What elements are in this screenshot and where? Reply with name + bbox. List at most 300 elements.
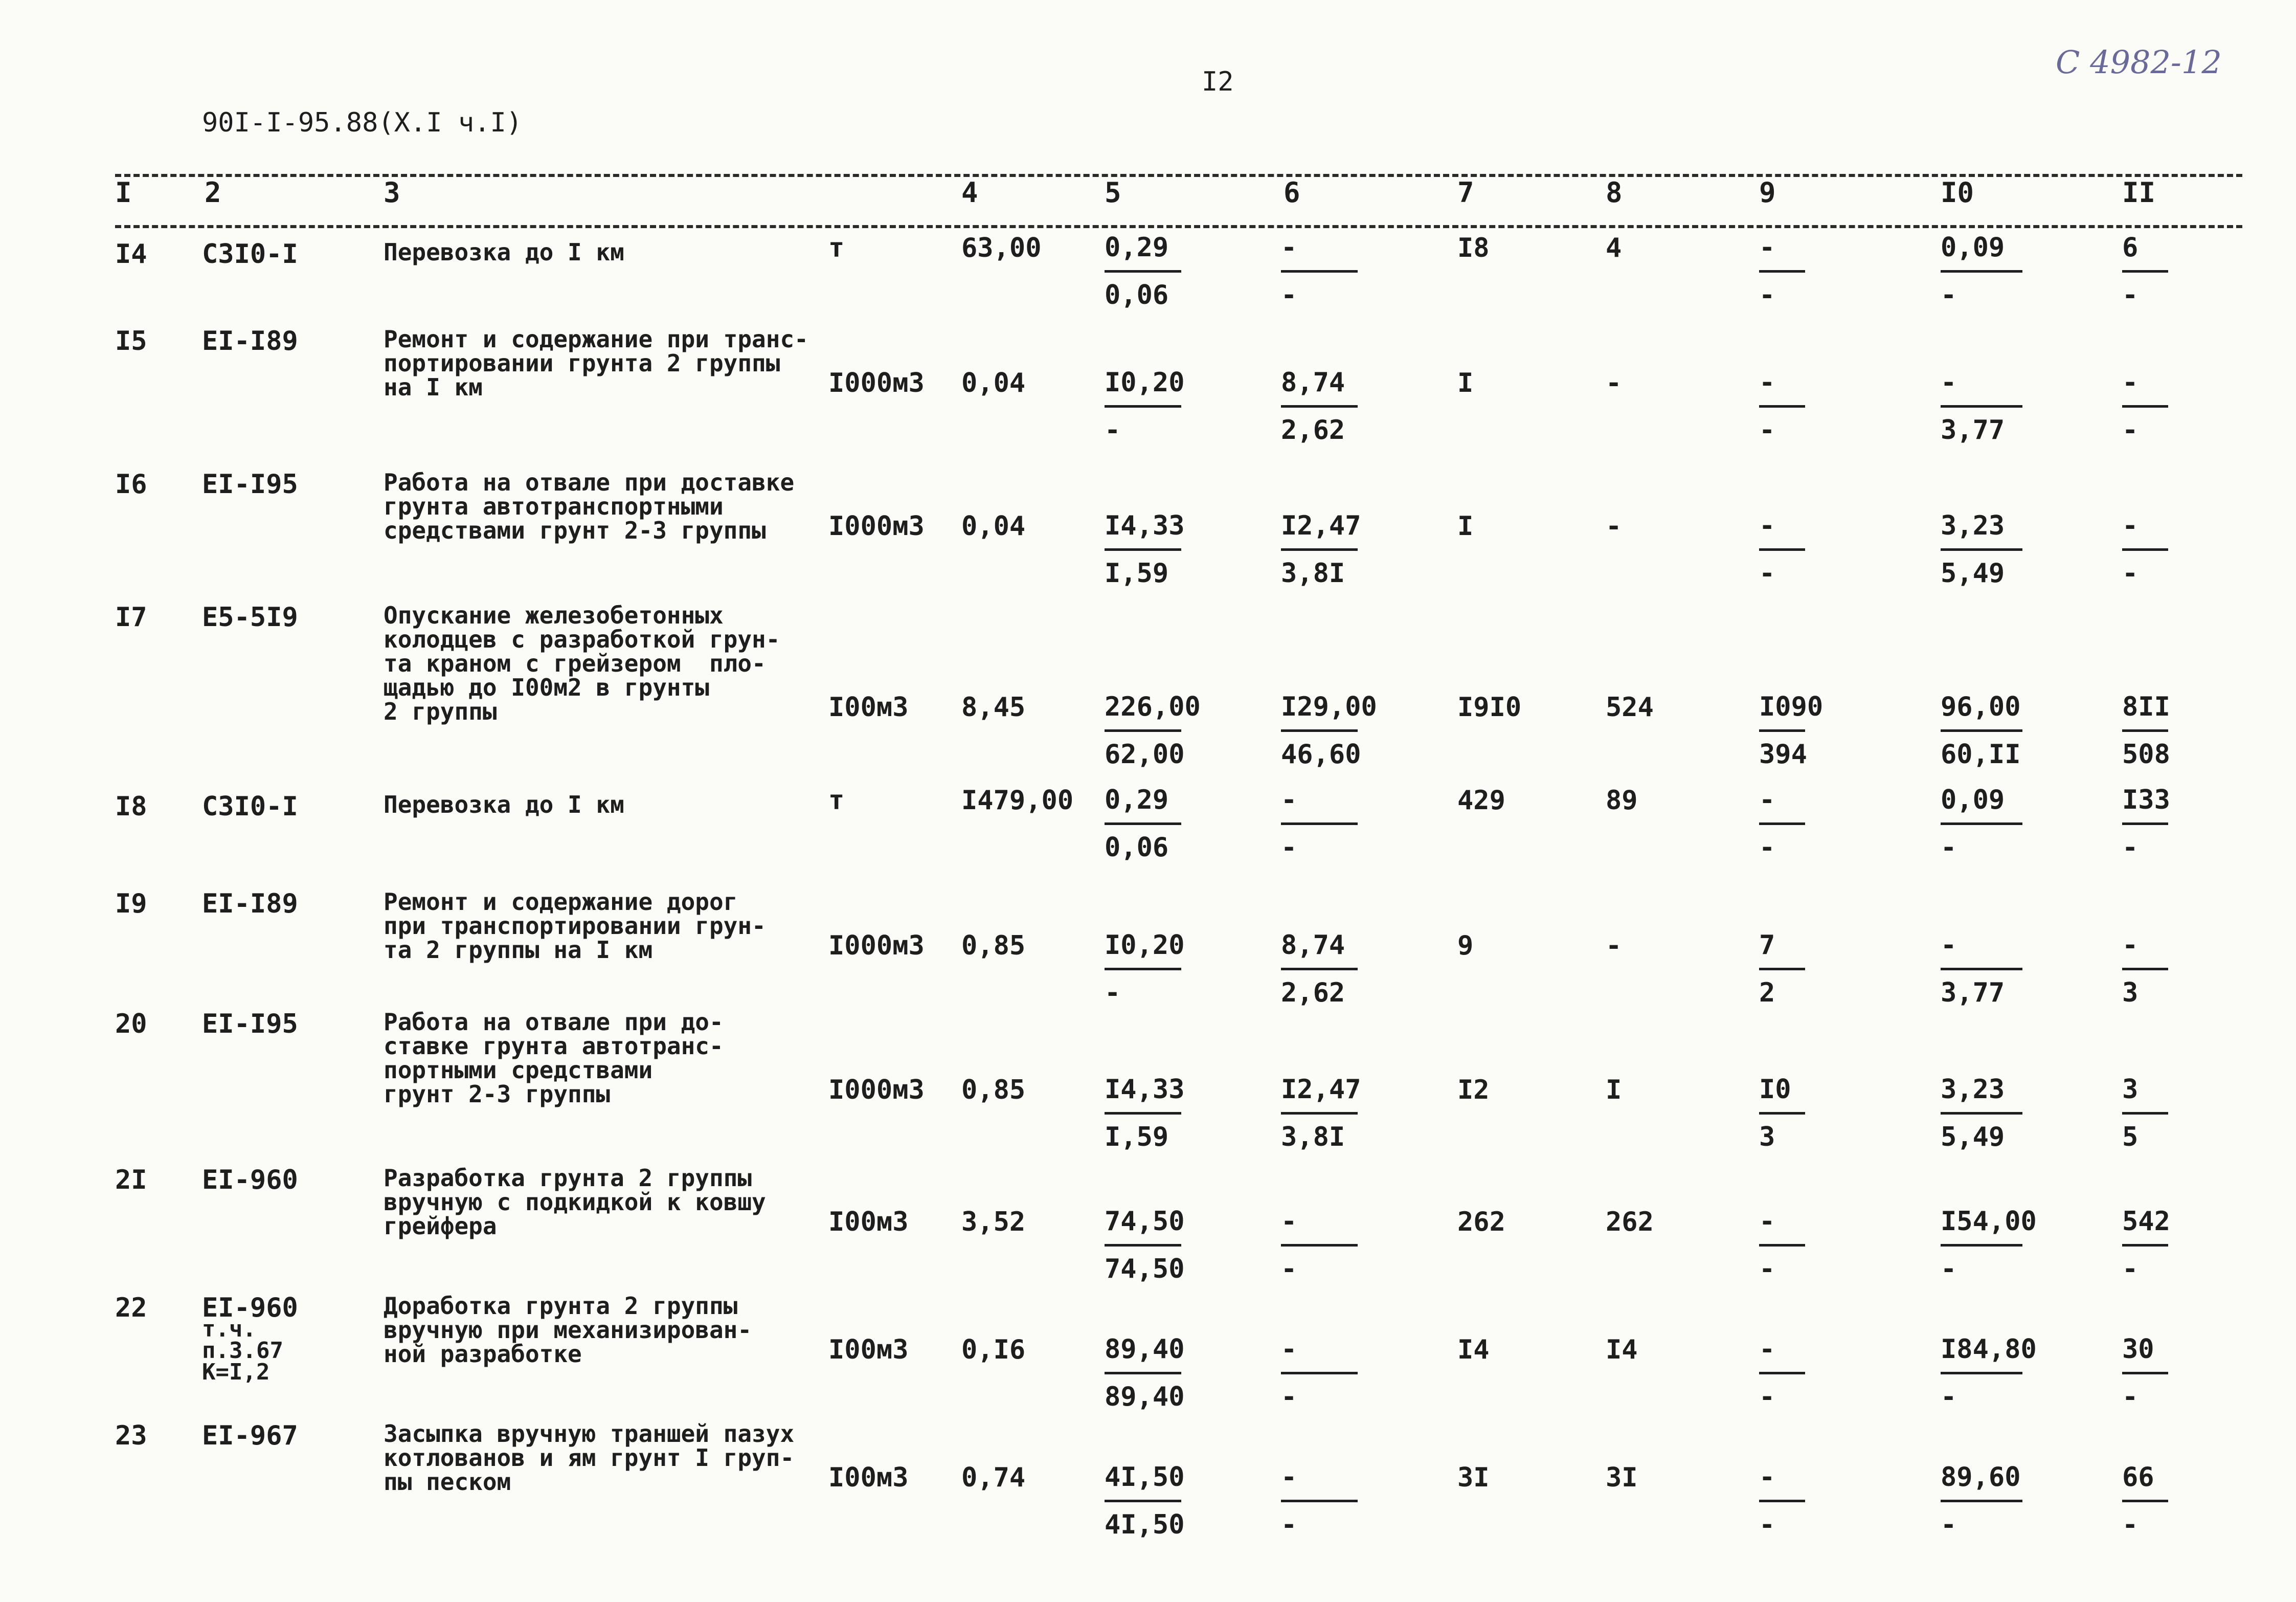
fraction-bar (1941, 822, 2022, 825)
fraction-numerator: 6 (2122, 232, 2139, 263)
value-col-8: 89 (1606, 785, 1638, 816)
fraction-bar (1941, 405, 2022, 408)
fraction-denominator: - (2122, 280, 2139, 310)
fraction-cell-c11 (2122, 505, 2240, 594)
column-header: 9 (1759, 176, 1776, 209)
fraction-numerator: 226,00 (1105, 692, 1201, 722)
fraction-bar (2122, 270, 2168, 273)
fraction-bar (1281, 1112, 1358, 1115)
fraction-denominator: 5 (2122, 1122, 2139, 1152)
work-description-line: портными средствами (384, 1056, 653, 1084)
value-col-7: I4 (1457, 1334, 1490, 1365)
value-col-8: I4 (1606, 1334, 1638, 1365)
fraction-cell-c6 (1281, 505, 1399, 594)
fraction-bar (1759, 968, 1805, 970)
fraction-numerator: - (1281, 1334, 1297, 1365)
fraction-denominator: - (1941, 1382, 1957, 1412)
fraction-denominator: - (1759, 832, 1775, 863)
fraction-cell-c5 (1105, 1201, 1222, 1289)
fraction-denominator: 60,II (1941, 739, 2021, 770)
fraction-cell-c9 (1759, 686, 1877, 775)
fraction-bar (1941, 1244, 2022, 1247)
fraction-numerator: 7 (1759, 930, 1775, 961)
fraction-cell-c9 (1759, 1201, 1877, 1289)
work-description-line: котлованов и ям грунт I груп- (384, 1444, 795, 1472)
quantity: 3,52 (961, 1207, 1026, 1237)
fraction-bar (1105, 1112, 1181, 1115)
fraction-cell-c5 (1105, 362, 1222, 451)
norm-code: С3I0-I (202, 791, 298, 822)
fraction-cell-c5 (1105, 1329, 1222, 1417)
fraction-denominator: 3 (1759, 1122, 1775, 1152)
fraction-bar (2122, 405, 2168, 408)
fraction-cell-c11 (2122, 362, 2240, 451)
fraction-bar (2122, 968, 2168, 970)
fraction-bar (2122, 1372, 2168, 1374)
column-header: 7 (1457, 176, 1474, 209)
fraction-numerator: I54,00 (1941, 1206, 2037, 1237)
fraction-cell-c9 (1759, 362, 1877, 451)
fraction-denominator: - (2122, 1509, 2139, 1540)
work-description-line: Ремонт и содержание при транс- (384, 325, 808, 353)
fraction-cell-c10 (1941, 362, 2058, 451)
fraction-numerator: 4I,50 (1105, 1462, 1185, 1493)
fraction-numerator: I2,47 (1281, 1074, 1361, 1105)
fraction-cell-c6 (1281, 1457, 1399, 1545)
fraction-denominator: - (2122, 415, 2139, 446)
work-description-line: портировании грунта 2 группы (384, 349, 780, 377)
quantity: 8,45 (961, 692, 1026, 723)
work-description-line: ставке грунта автотранс- (384, 1032, 724, 1060)
fraction-numerator: 0,29 (1105, 232, 1169, 263)
fraction-numerator: - (2122, 367, 2139, 398)
column-header: 8 (1606, 176, 1623, 209)
fraction-numerator: 3,23 (1941, 510, 2005, 541)
norm-code: п.3.67 (202, 1338, 283, 1364)
row-number: I8 (115, 791, 147, 822)
fraction-numerator: I29,00 (1281, 692, 1377, 722)
fraction-denominator: I,59 (1105, 1122, 1169, 1152)
fraction-numerator: - (1759, 1206, 1775, 1237)
fraction-bar (1105, 822, 1181, 825)
fraction-numerator: - (1281, 232, 1297, 263)
row-number: I7 (115, 602, 147, 633)
row-number: I4 (115, 239, 147, 270)
fraction-bar (1105, 548, 1181, 551)
norm-code: Е5-5I9 (202, 602, 298, 633)
fraction-denominator: 3,77 (1941, 415, 2005, 446)
value-col-7: I8 (1457, 233, 1490, 263)
fraction-numerator: - (2122, 930, 2139, 961)
fraction-bar (1941, 729, 2022, 732)
fraction-cell-c6 (1281, 227, 1399, 316)
document-code: 90I-I-95.88(X.I ч.I) (202, 107, 523, 138)
fraction-bar (1941, 548, 2022, 551)
fraction-numerator: 8II (2122, 692, 2170, 722)
fraction-bar (1281, 1244, 1358, 1247)
row-number: 22 (115, 1293, 147, 1323)
fraction-cell-c10 (1941, 686, 2058, 775)
fraction-numerator: I4,33 (1105, 510, 1185, 541)
value-col-8: I (1606, 1075, 1622, 1105)
fraction-denominator: - (1281, 280, 1297, 310)
fraction-bar (1941, 1372, 2022, 1374)
row-number: I5 (115, 326, 147, 357)
value-col-8: 3I (1606, 1462, 1638, 1493)
fraction-bar (1105, 1372, 1181, 1374)
unit: I00м3 (828, 1462, 909, 1493)
fraction-cell-c9 (1759, 925, 1877, 1013)
norm-code: ЕI-960 (202, 1165, 298, 1195)
column-header: II (2122, 176, 2156, 209)
fraction-denominator: - (2122, 1382, 2139, 1412)
fraction-cell-c10 (1941, 505, 2058, 594)
row-number: 23 (115, 1420, 147, 1451)
header-top-rule (115, 174, 2242, 177)
work-description-line: вручную с подкидкой к ковшу (384, 1188, 766, 1216)
fraction-bar (1281, 1372, 1358, 1374)
unit: I00м3 (828, 692, 909, 723)
norm-code: С3I0-I (202, 239, 298, 270)
column-header: 5 (1105, 176, 1121, 209)
quantity: 0,74 (961, 1462, 1026, 1493)
fraction-numerator: - (1941, 930, 1957, 961)
column-header: 3 (384, 176, 400, 209)
fraction-cell-c6 (1281, 1201, 1399, 1289)
page-number: I2 (1202, 66, 1234, 97)
fraction-cell-c6 (1281, 1069, 1399, 1158)
fraction-numerator: I4,33 (1105, 1074, 1185, 1105)
fraction-denominator: - (1941, 1254, 1957, 1284)
fraction-cell-c11 (2122, 925, 2240, 1013)
work-description-line: 2 группы (384, 698, 497, 725)
norm-code: ЕI-960 (202, 1293, 298, 1323)
fraction-bar (1759, 729, 1805, 732)
value-col-7: 262 (1457, 1207, 1505, 1237)
fraction-denominator: 3 (2122, 977, 2139, 1008)
fraction-denominator: - (1105, 977, 1121, 1008)
fraction-denominator: - (1281, 1382, 1297, 1412)
fraction-numerator: 89,40 (1105, 1334, 1185, 1365)
fraction-cell-c11 (2122, 1457, 2240, 1545)
fraction-numerator: 542 (2122, 1206, 2170, 1237)
unit: I000м3 (828, 368, 925, 398)
fraction-cell-c9 (1759, 227, 1877, 316)
fraction-bar (1941, 1500, 2022, 1502)
fraction-cell-c6 (1281, 925, 1399, 1013)
work-description-line: Работа на отвале при до- (384, 1008, 724, 1036)
value-col-8: 524 (1606, 692, 1654, 723)
fraction-denominator: 0,06 (1105, 832, 1169, 863)
fraction-cell-c5 (1105, 1069, 1222, 1158)
work-description-line: Засыпка вручную траншей пазух (384, 1420, 795, 1448)
fraction-numerator: I0 (1759, 1074, 1791, 1105)
work-description-line: Доработка грунта 2 группы (384, 1292, 738, 1320)
fraction-denominator: - (1759, 415, 1775, 446)
value-col-7: I (1457, 368, 1474, 398)
fraction-bar (1759, 1244, 1805, 1247)
fraction-cell-c6 (1281, 686, 1399, 775)
fraction-denominator: 2,62 (1281, 415, 1345, 446)
unit: т (828, 233, 845, 263)
fraction-denominator: 5,49 (1941, 1122, 2005, 1152)
fraction-numerator: 8,74 (1281, 367, 1345, 398)
fraction-numerator: - (2122, 510, 2139, 541)
work-description-line: Работа на отвале при доставке (384, 469, 795, 496)
fraction-bar (1105, 1500, 1181, 1502)
unit: I00м3 (828, 1207, 909, 1237)
fraction-cell-c10 (1941, 780, 2058, 868)
value-col-7: I9I0 (1457, 692, 1522, 723)
fraction-numerator: - (1281, 1462, 1297, 1493)
fraction-bar (2122, 1112, 2168, 1115)
fraction-bar (1759, 405, 1805, 408)
unit: I00м3 (828, 1334, 909, 1365)
fraction-denominator: - (1759, 1382, 1775, 1412)
fraction-cell-c9 (1759, 505, 1877, 594)
fraction-numerator: - (1941, 367, 1957, 398)
fraction-cell-c11 (2122, 1201, 2240, 1289)
fraction-numerator: 0,29 (1105, 785, 1169, 815)
fraction-denominator: - (1105, 415, 1121, 446)
fraction-cell-c11 (2122, 780, 2240, 868)
column-header: 6 (1284, 176, 1300, 209)
work-description-line: на I км (384, 373, 483, 401)
fraction-cell-c5 (1105, 780, 1222, 868)
work-description-line: Ремонт и содержание дорог (384, 888, 738, 916)
fraction-cell-c6 (1281, 362, 1399, 451)
fraction-denominator: 2,62 (1281, 977, 1345, 1008)
fraction-bar (1281, 405, 1358, 408)
fraction-cell-c10 (1941, 925, 2058, 1013)
fraction-cell-c6 (1281, 780, 1399, 868)
fraction-denominator: - (2122, 1254, 2139, 1284)
fraction-numerator: 0,09 (1941, 785, 2005, 815)
fraction-cell-c10 (1941, 1329, 2058, 1417)
fraction-bar (1105, 729, 1181, 732)
fraction-numerator: 89,60 (1941, 1462, 2021, 1493)
fraction-numerator: 74,50 (1105, 1206, 1185, 1237)
norm-code: ЕI-I89 (202, 888, 298, 919)
quantity: 0,04 (961, 511, 1026, 542)
work-description-line: вручную при механизирован- (384, 1316, 752, 1344)
quantity: 0,85 (961, 930, 1026, 961)
fraction-numerator: 3,23 (1941, 1074, 2005, 1105)
fraction-numerator: I090 (1759, 692, 1824, 722)
fraction-numerator: - (1759, 1462, 1775, 1493)
fraction-bar (1105, 1244, 1181, 1247)
quantity: 0,I6 (961, 1334, 1026, 1365)
fraction-denominator: 394 (1759, 739, 1807, 770)
fraction-numerator: - (1281, 785, 1297, 815)
fraction-denominator: - (1759, 1509, 1775, 1540)
fraction-bar (1759, 1372, 1805, 1374)
quantity: 0,04 (961, 368, 1026, 398)
fraction-bar (1941, 1112, 2022, 1115)
fraction-denominator: 5,49 (1941, 558, 2005, 589)
fraction-denominator: 62,00 (1105, 739, 1185, 770)
work-description-line: грунта автотранспортными (384, 493, 724, 520)
work-description-line: та 2 группы на I км (384, 936, 653, 964)
value-col-8: - (1606, 511, 1622, 542)
fraction-cell-c9 (1759, 1329, 1877, 1417)
work-description-line: та краном с грейзером пло- (384, 650, 766, 677)
fraction-bar (2122, 1244, 2168, 1247)
fraction-cell-c10 (1941, 227, 2058, 316)
fraction-cell-c5 (1105, 227, 1222, 316)
fraction-bar (2122, 548, 2168, 551)
fraction-denominator: - (1941, 280, 1957, 310)
fraction-bar (1105, 968, 1181, 970)
norm-code: К=I,2 (202, 1359, 270, 1385)
fraction-bar (1281, 270, 1358, 273)
fraction-numerator: 96,00 (1941, 692, 2021, 722)
fraction-cell-c11 (2122, 227, 2240, 316)
fraction-bar (1759, 548, 1805, 551)
fraction-bar (2122, 822, 2168, 825)
quantity: 63,00 (961, 233, 1042, 263)
norm-code: т.ч. (202, 1316, 256, 1342)
fraction-denominator: I,59 (1105, 558, 1169, 589)
fraction-denominator: 3,77 (1941, 977, 2005, 1008)
fraction-numerator: I84,80 (1941, 1334, 2037, 1365)
unit: I000м3 (828, 511, 925, 542)
value-col-7: 3I (1457, 1462, 1490, 1493)
value-col-8: - (1606, 368, 1622, 398)
value-col-7: I2 (1457, 1075, 1490, 1105)
fraction-denominator: 46,60 (1281, 739, 1361, 770)
fraction-bar (1759, 1500, 1805, 1502)
quantity: 0,85 (961, 1075, 1026, 1105)
fraction-cell-c6 (1281, 1329, 1399, 1417)
fraction-numerator: I2,47 (1281, 510, 1361, 541)
work-description-line: при транспортировании грун- (384, 912, 766, 940)
fraction-denominator: 74,50 (1105, 1254, 1185, 1284)
fraction-denominator: 3,8I (1281, 1122, 1345, 1152)
fraction-denominator: - (1759, 558, 1775, 589)
fraction-numerator: 8,74 (1281, 930, 1345, 961)
unit: I000м3 (828, 930, 925, 961)
fraction-bar (1281, 729, 1358, 732)
value-col-7: I (1457, 511, 1474, 542)
fraction-denominator: 2 (1759, 977, 1775, 1008)
work-description-line: пы песком (384, 1468, 511, 1496)
work-description-line: Перевозка до I км (384, 791, 624, 818)
fraction-numerator: - (1759, 367, 1775, 398)
fraction-denominator: - (2122, 558, 2139, 589)
norm-code: ЕI-I89 (202, 326, 298, 357)
unit: т (828, 785, 845, 816)
fraction-numerator: I0,20 (1105, 930, 1185, 961)
work-description-line: Разработка грунта 2 группы (384, 1164, 752, 1192)
value-col-8: 4 (1606, 233, 1622, 263)
fraction-cell-c5 (1105, 925, 1222, 1013)
fraction-denominator: 508 (2122, 739, 2170, 770)
quantity: I479,00 (961, 785, 1074, 816)
fraction-denominator: 0,06 (1105, 280, 1169, 310)
fraction-denominator: - (1941, 1509, 1957, 1540)
fraction-denominator: - (1759, 280, 1775, 310)
row-number: I6 (115, 469, 147, 500)
fraction-denominator: 89,40 (1105, 1382, 1185, 1412)
fraction-numerator: 30 (2122, 1334, 2154, 1365)
work-description-line: ной разработке (384, 1340, 582, 1368)
fraction-denominator: - (1281, 1509, 1297, 1540)
fraction-numerator: I0,20 (1105, 367, 1185, 398)
fraction-numerator: - (1759, 1334, 1775, 1365)
row-number: I9 (115, 888, 147, 919)
fraction-numerator: I33 (2122, 785, 2170, 815)
work-description-line: щадью до I00м2 в грунты (384, 674, 709, 701)
fraction-bar (1759, 270, 1805, 273)
fraction-numerator: 3 (2122, 1074, 2139, 1105)
fraction-bar (1105, 405, 1181, 408)
fraction-bar (1759, 1112, 1805, 1115)
value-col-8: 262 (1606, 1207, 1654, 1237)
fraction-bar (2122, 1500, 2168, 1502)
fraction-bar (2122, 729, 2168, 732)
fraction-cell-c5 (1105, 1457, 1222, 1545)
norm-code: ЕI-I95 (202, 1009, 298, 1039)
fraction-bar (1281, 1500, 1358, 1502)
fraction-bar (1105, 270, 1181, 273)
fraction-bar (1759, 822, 1805, 825)
fraction-cell-c10 (1941, 1201, 2058, 1289)
fraction-denominator: - (1281, 1254, 1297, 1284)
fraction-cell-c11 (2122, 686, 2240, 775)
fraction-numerator: 66 (2122, 1462, 2154, 1493)
row-number: 2I (115, 1165, 147, 1195)
value-col-7: 429 (1457, 785, 1505, 816)
fraction-denominator: 3,8I (1281, 558, 1345, 589)
norm-code: ЕI-967 (202, 1420, 298, 1451)
fraction-cell-c11 (2122, 1329, 2240, 1417)
fraction-denominator: - (2122, 832, 2139, 863)
fraction-cell-c9 (1759, 780, 1877, 868)
fraction-denominator: - (1941, 832, 1957, 863)
fraction-cell-c9 (1759, 1069, 1877, 1158)
row-number: 20 (115, 1009, 147, 1039)
fraction-numerator: 0,09 (1941, 232, 2005, 263)
work-description-line: Опускание железобетонных (384, 602, 724, 629)
value-col-7: 9 (1457, 930, 1474, 961)
fraction-cell-c11 (2122, 1069, 2240, 1158)
work-description-line: Перевозка до I км (384, 238, 624, 266)
norm-code: ЕI-I95 (202, 469, 298, 500)
fraction-numerator: - (1759, 510, 1775, 541)
fraction-bar (1281, 822, 1358, 825)
fraction-bar (1281, 548, 1358, 551)
fraction-denominator: 4I,50 (1105, 1509, 1185, 1540)
fraction-denominator: - (1759, 1254, 1775, 1284)
work-description-line: грейфера (384, 1212, 497, 1240)
work-description-line: грунт 2-3 группы (384, 1080, 611, 1108)
work-description-line: средствами грунт 2-3 группы (384, 517, 766, 544)
fraction-cell-c5 (1105, 686, 1222, 775)
fraction-cell-c5 (1105, 505, 1222, 594)
fraction-bar (1941, 968, 2022, 970)
fraction-bar (1941, 270, 2022, 273)
column-header: I0 (1941, 176, 1974, 209)
archive-stamp: С 4982-12 (2056, 43, 2222, 81)
fraction-cell-c10 (1941, 1457, 2058, 1545)
fraction-bar (1281, 968, 1358, 970)
column-header: 2 (205, 176, 221, 209)
column-header: I (115, 176, 132, 209)
fraction-numerator: - (1759, 232, 1775, 263)
fraction-numerator: - (1759, 785, 1775, 815)
work-description-line: колодцев с разработкой грун- (384, 626, 780, 653)
